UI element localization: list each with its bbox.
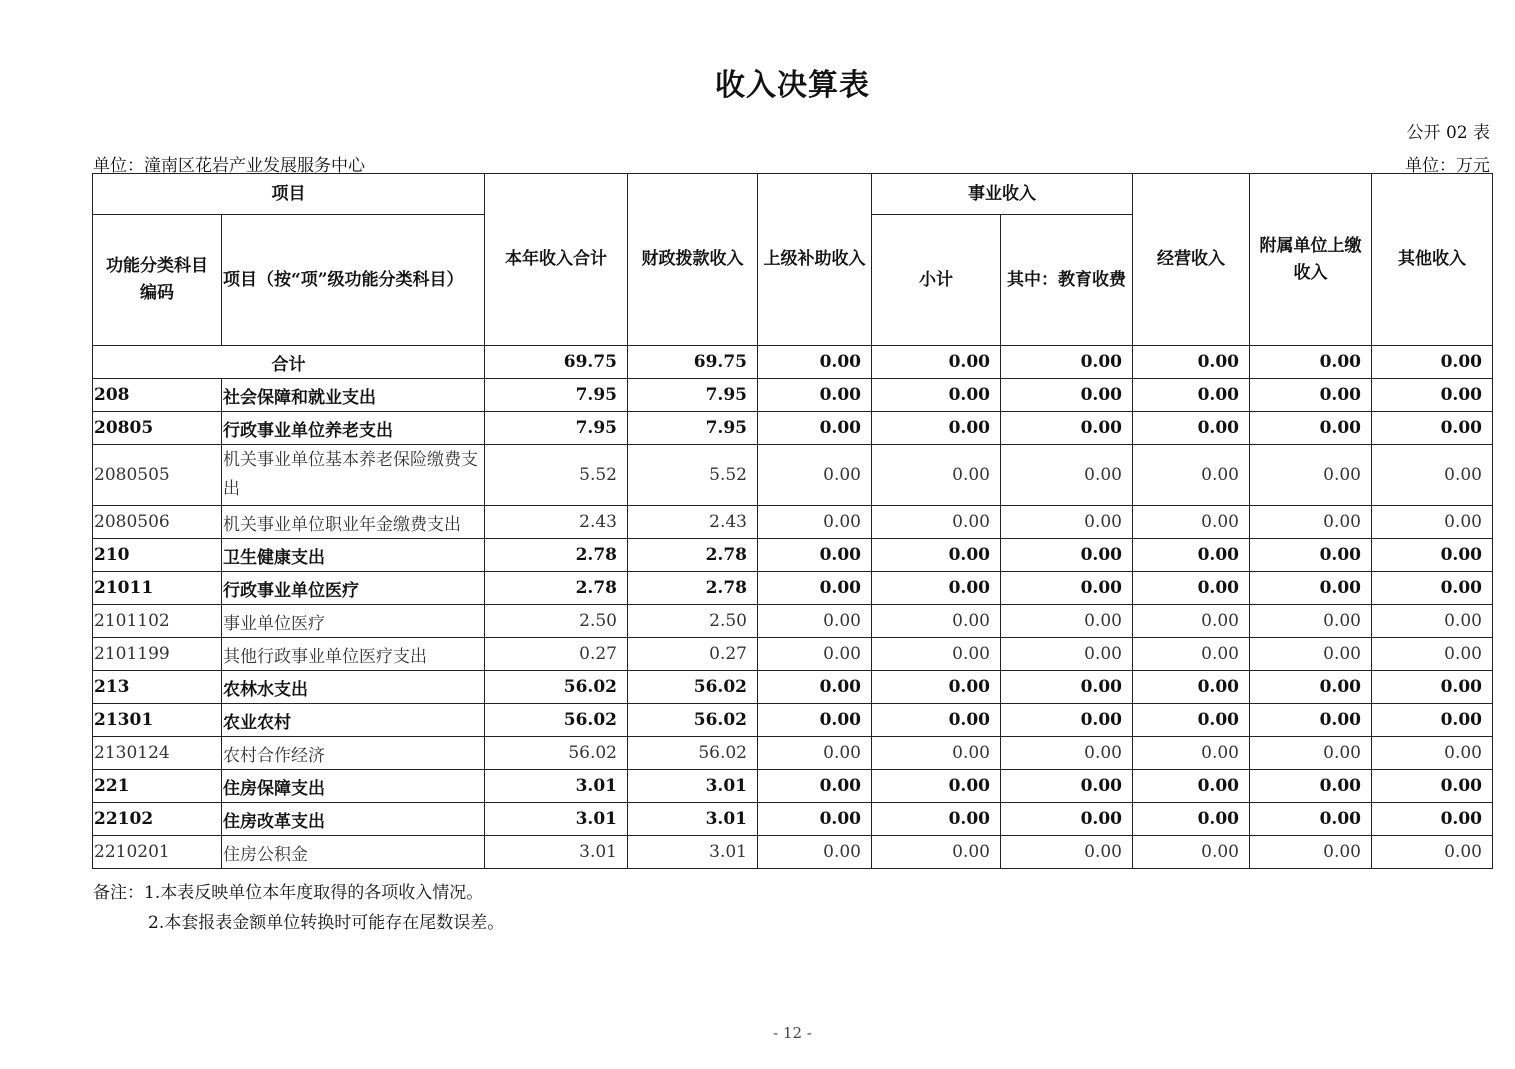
row-value: 7.95 bbox=[628, 412, 758, 445]
row-value: 5.52 bbox=[628, 445, 758, 506]
row-value: 0.00 bbox=[1133, 379, 1250, 412]
page-number: - 12 - bbox=[773, 1024, 812, 1042]
currency-unit: 单位：万元 bbox=[1405, 156, 1490, 176]
row-value: 0.00 bbox=[1133, 737, 1250, 770]
total-cell: 0.00 bbox=[1001, 346, 1133, 379]
row-value: 0.00 bbox=[1001, 605, 1133, 638]
row-value: 0.00 bbox=[1001, 506, 1133, 539]
row-value: 0.00 bbox=[758, 737, 872, 770]
row-value: 0.00 bbox=[758, 671, 872, 704]
row-value: 56.02 bbox=[485, 737, 628, 770]
row-value: 0.00 bbox=[1372, 836, 1493, 869]
row-name: 事业单位医疗 bbox=[222, 605, 485, 638]
total-cell: 0.00 bbox=[1250, 346, 1372, 379]
row-value: 0.00 bbox=[1250, 412, 1372, 445]
table-row bbox=[93, 572, 1493, 605]
row-value: 2.50 bbox=[628, 605, 758, 638]
row-value: 0.00 bbox=[1001, 445, 1133, 506]
row-value: 0.00 bbox=[758, 412, 872, 445]
row-value: 0.00 bbox=[758, 638, 872, 671]
row-value: 0.00 bbox=[1133, 836, 1250, 869]
table-row bbox=[93, 605, 1493, 638]
header-education-fee: 其中：教育收费 bbox=[1001, 215, 1133, 346]
header-subtotal: 小计 bbox=[872, 215, 1001, 346]
row-value: 0.00 bbox=[758, 770, 872, 803]
row-value: 2.50 bbox=[485, 605, 628, 638]
row-value: 0.00 bbox=[1372, 412, 1493, 445]
header-other: 其他收入 bbox=[1372, 174, 1493, 346]
reporting-unit: 单位：潼南区花岩产业发展服务中心 bbox=[93, 156, 365, 176]
row-value: 0.00 bbox=[1250, 671, 1372, 704]
table-row bbox=[93, 836, 1493, 869]
row-value: 0.00 bbox=[1372, 704, 1493, 737]
row-value: 0.00 bbox=[1001, 638, 1133, 671]
row-value: 0.00 bbox=[1372, 770, 1493, 803]
row-name: 住房改革支出 bbox=[222, 803, 485, 836]
row-value: 0.00 bbox=[1133, 770, 1250, 803]
row-value: 0.00 bbox=[1001, 539, 1133, 572]
row-value: 2.78 bbox=[628, 572, 758, 605]
row-value: 7.95 bbox=[485, 379, 628, 412]
row-value: 0.00 bbox=[1250, 572, 1372, 605]
row-value: 0.00 bbox=[758, 445, 872, 506]
row-value: 0.00 bbox=[872, 737, 1001, 770]
row-value: 0.00 bbox=[1001, 737, 1133, 770]
row-value: 0.00 bbox=[872, 506, 1001, 539]
row-value: 0.00 bbox=[758, 704, 872, 737]
row-value: 0.00 bbox=[1001, 671, 1133, 704]
row-value: 0.00 bbox=[1250, 638, 1372, 671]
table-row bbox=[93, 638, 1493, 671]
row-value: 0.00 bbox=[1250, 737, 1372, 770]
row-value: 3.01 bbox=[485, 770, 628, 803]
row-code: 2130124 bbox=[93, 737, 222, 770]
total-cell: 0.00 bbox=[1133, 346, 1250, 379]
row-value: 3.01 bbox=[485, 803, 628, 836]
row-code: 22102 bbox=[93, 803, 222, 836]
total-cell: 0.00 bbox=[1372, 346, 1493, 379]
header-func-name: 项目（按“项”级功能分类科目） bbox=[222, 215, 485, 346]
row-code: 213 bbox=[93, 671, 222, 704]
row-value: 56.02 bbox=[628, 704, 758, 737]
row-value: 56.02 bbox=[628, 671, 758, 704]
total-cell: 69.75 bbox=[485, 346, 628, 379]
row-value: 0.00 bbox=[872, 412, 1001, 445]
row-value: 0.00 bbox=[1001, 770, 1133, 803]
row-value: 0.00 bbox=[1133, 638, 1250, 671]
row-value: 0.00 bbox=[872, 704, 1001, 737]
row-code: 20805 bbox=[93, 412, 222, 445]
row-name: 机关事业单位职业年金缴费支出 bbox=[222, 506, 485, 539]
row-code: 2101199 bbox=[93, 638, 222, 671]
header-operating: 经营收入 bbox=[1133, 174, 1250, 346]
row-value: 3.01 bbox=[485, 836, 628, 869]
table-row bbox=[93, 737, 1493, 770]
row-value: 56.02 bbox=[485, 671, 628, 704]
row-value: 0.00 bbox=[1250, 605, 1372, 638]
row-value: 0.00 bbox=[1133, 704, 1250, 737]
note-line: 2.本套报表金额单位转换时可能存在尾数误差。 bbox=[148, 913, 505, 933]
row-value: 7.95 bbox=[628, 379, 758, 412]
row-value: 56.02 bbox=[628, 737, 758, 770]
table-row bbox=[93, 506, 1493, 539]
row-value: 0.00 bbox=[1372, 445, 1493, 506]
row-value: 0.00 bbox=[1372, 605, 1493, 638]
row-value: 0.00 bbox=[1372, 638, 1493, 671]
table-body bbox=[93, 379, 1493, 869]
row-value: 3.01 bbox=[628, 770, 758, 803]
table-row bbox=[93, 770, 1493, 803]
row-value: 2.78 bbox=[485, 539, 628, 572]
row-value: 0.00 bbox=[1250, 506, 1372, 539]
row-name: 机关事业单位基本养老保险缴费支出 bbox=[222, 445, 485, 506]
row-name: 农林水支出 bbox=[222, 671, 485, 704]
row-value: 2.43 bbox=[485, 506, 628, 539]
row-code: 208 bbox=[93, 379, 222, 412]
row-value: 0.00 bbox=[1372, 572, 1493, 605]
row-value: 0.00 bbox=[1001, 704, 1133, 737]
row-value: 0.00 bbox=[872, 539, 1001, 572]
row-value: 0.00 bbox=[1250, 539, 1372, 572]
row-value: 56.02 bbox=[485, 704, 628, 737]
table-row bbox=[93, 445, 1493, 506]
table-row bbox=[93, 379, 1493, 412]
row-value: 0.00 bbox=[872, 379, 1001, 412]
row-value: 0.00 bbox=[872, 445, 1001, 506]
total-cell: 0.00 bbox=[872, 346, 1001, 379]
row-value: 0.00 bbox=[872, 605, 1001, 638]
row-code: 21301 bbox=[93, 704, 222, 737]
row-name: 社会保障和就业支出 bbox=[222, 379, 485, 412]
row-value: 0.00 bbox=[758, 379, 872, 412]
row-value: 0.00 bbox=[1133, 803, 1250, 836]
row-name: 行政事业单位医疗 bbox=[222, 572, 485, 605]
row-name: 其他行政事业单位医疗支出 bbox=[222, 638, 485, 671]
row-name: 农业农村 bbox=[222, 704, 485, 737]
row-value: 0.00 bbox=[1001, 379, 1133, 412]
row-value: 0.00 bbox=[1372, 737, 1493, 770]
table-row bbox=[93, 803, 1493, 836]
row-value: 0.00 bbox=[1250, 704, 1372, 737]
row-name: 行政事业单位养老支出 bbox=[222, 412, 485, 445]
table-row bbox=[93, 412, 1493, 445]
row-value: 0.00 bbox=[758, 572, 872, 605]
row-value: 0.00 bbox=[1133, 539, 1250, 572]
header-fiscal: 财政拨款收入 bbox=[628, 174, 758, 346]
row-value: 0.00 bbox=[758, 836, 872, 869]
total-label: 合计 bbox=[93, 346, 485, 379]
row-value: 2.78 bbox=[628, 539, 758, 572]
total-cell: 0.00 bbox=[758, 346, 872, 379]
row-value: 0.00 bbox=[1372, 671, 1493, 704]
row-value: 0.00 bbox=[872, 671, 1001, 704]
header-affiliated: 附属单位上缴收入 bbox=[1250, 174, 1372, 346]
row-name: 卫生健康支出 bbox=[222, 539, 485, 572]
row-value: 2.43 bbox=[628, 506, 758, 539]
row-value: 0.00 bbox=[1250, 379, 1372, 412]
row-value: 0.00 bbox=[1133, 572, 1250, 605]
table-row bbox=[93, 671, 1493, 704]
row-value: 0.00 bbox=[758, 605, 872, 638]
row-name: 住房公积金 bbox=[222, 836, 485, 869]
row-value: 0.00 bbox=[872, 638, 1001, 671]
row-value: 0.00 bbox=[1250, 836, 1372, 869]
row-value: 0.27 bbox=[628, 638, 758, 671]
row-code: 210 bbox=[93, 539, 222, 572]
row-value: 0.00 bbox=[1133, 506, 1250, 539]
row-value: 0.00 bbox=[758, 539, 872, 572]
row-code: 2101102 bbox=[93, 605, 222, 638]
row-value: 0.00 bbox=[1372, 803, 1493, 836]
row-value: 2.78 bbox=[485, 572, 628, 605]
header-superior: 上级补助收入 bbox=[758, 174, 872, 346]
row-code: 2080505 bbox=[93, 445, 222, 506]
row-value: 0.00 bbox=[1372, 539, 1493, 572]
total-row bbox=[93, 346, 1493, 379]
row-value: 0.00 bbox=[1372, 379, 1493, 412]
row-name: 农村合作经济 bbox=[222, 737, 485, 770]
row-value: 0.00 bbox=[1250, 445, 1372, 506]
row-value: 7.95 bbox=[485, 412, 628, 445]
row-value: 5.52 bbox=[485, 445, 628, 506]
row-value: 0.00 bbox=[872, 836, 1001, 869]
row-value: 0.00 bbox=[1133, 671, 1250, 704]
row-value: 0.00 bbox=[758, 803, 872, 836]
row-name: 住房保障支出 bbox=[222, 770, 485, 803]
row-value: 0.00 bbox=[1001, 572, 1133, 605]
form-number: 公开 02 表 bbox=[1406, 123, 1490, 143]
header-total: 本年收入合计 bbox=[485, 174, 628, 346]
header-row-1 bbox=[93, 174, 1493, 215]
row-code: 2080506 bbox=[93, 506, 222, 539]
table-row bbox=[93, 704, 1493, 737]
row-value: 0.00 bbox=[1250, 770, 1372, 803]
row-code: 21011 bbox=[93, 572, 222, 605]
row-value: 0.00 bbox=[1133, 605, 1250, 638]
row-value: 3.01 bbox=[628, 803, 758, 836]
row-value: 0.00 bbox=[1372, 506, 1493, 539]
row-code: 2210201 bbox=[93, 836, 222, 869]
row-value: 0.00 bbox=[758, 506, 872, 539]
row-value: 0.00 bbox=[1001, 412, 1133, 445]
income-final-accounts-table bbox=[92, 173, 1493, 869]
row-value: 0.00 bbox=[1001, 836, 1133, 869]
header-business-income: 事业收入 bbox=[872, 174, 1133, 215]
total-cell: 69.75 bbox=[628, 346, 758, 379]
row-code: 221 bbox=[93, 770, 222, 803]
row-value: 0.00 bbox=[872, 803, 1001, 836]
row-value: 3.01 bbox=[628, 836, 758, 869]
row-value: 0.00 bbox=[1133, 445, 1250, 506]
note-line: 备注：1.本表反映单位本年度取得的各项收入情况。 bbox=[93, 883, 484, 903]
row-value: 0.00 bbox=[872, 770, 1001, 803]
table-row bbox=[93, 539, 1493, 572]
notes bbox=[93, 878, 504, 938]
header-func-code: 功能分类科目编码 bbox=[93, 215, 222, 346]
row-value: 0.00 bbox=[1133, 412, 1250, 445]
page-title: 收入决算表 bbox=[715, 68, 870, 103]
row-value: 0.00 bbox=[1250, 803, 1372, 836]
row-value: 0.00 bbox=[872, 572, 1001, 605]
row-value: 0.00 bbox=[1001, 803, 1133, 836]
row-value: 0.27 bbox=[485, 638, 628, 671]
header-project: 项目 bbox=[93, 174, 485, 215]
